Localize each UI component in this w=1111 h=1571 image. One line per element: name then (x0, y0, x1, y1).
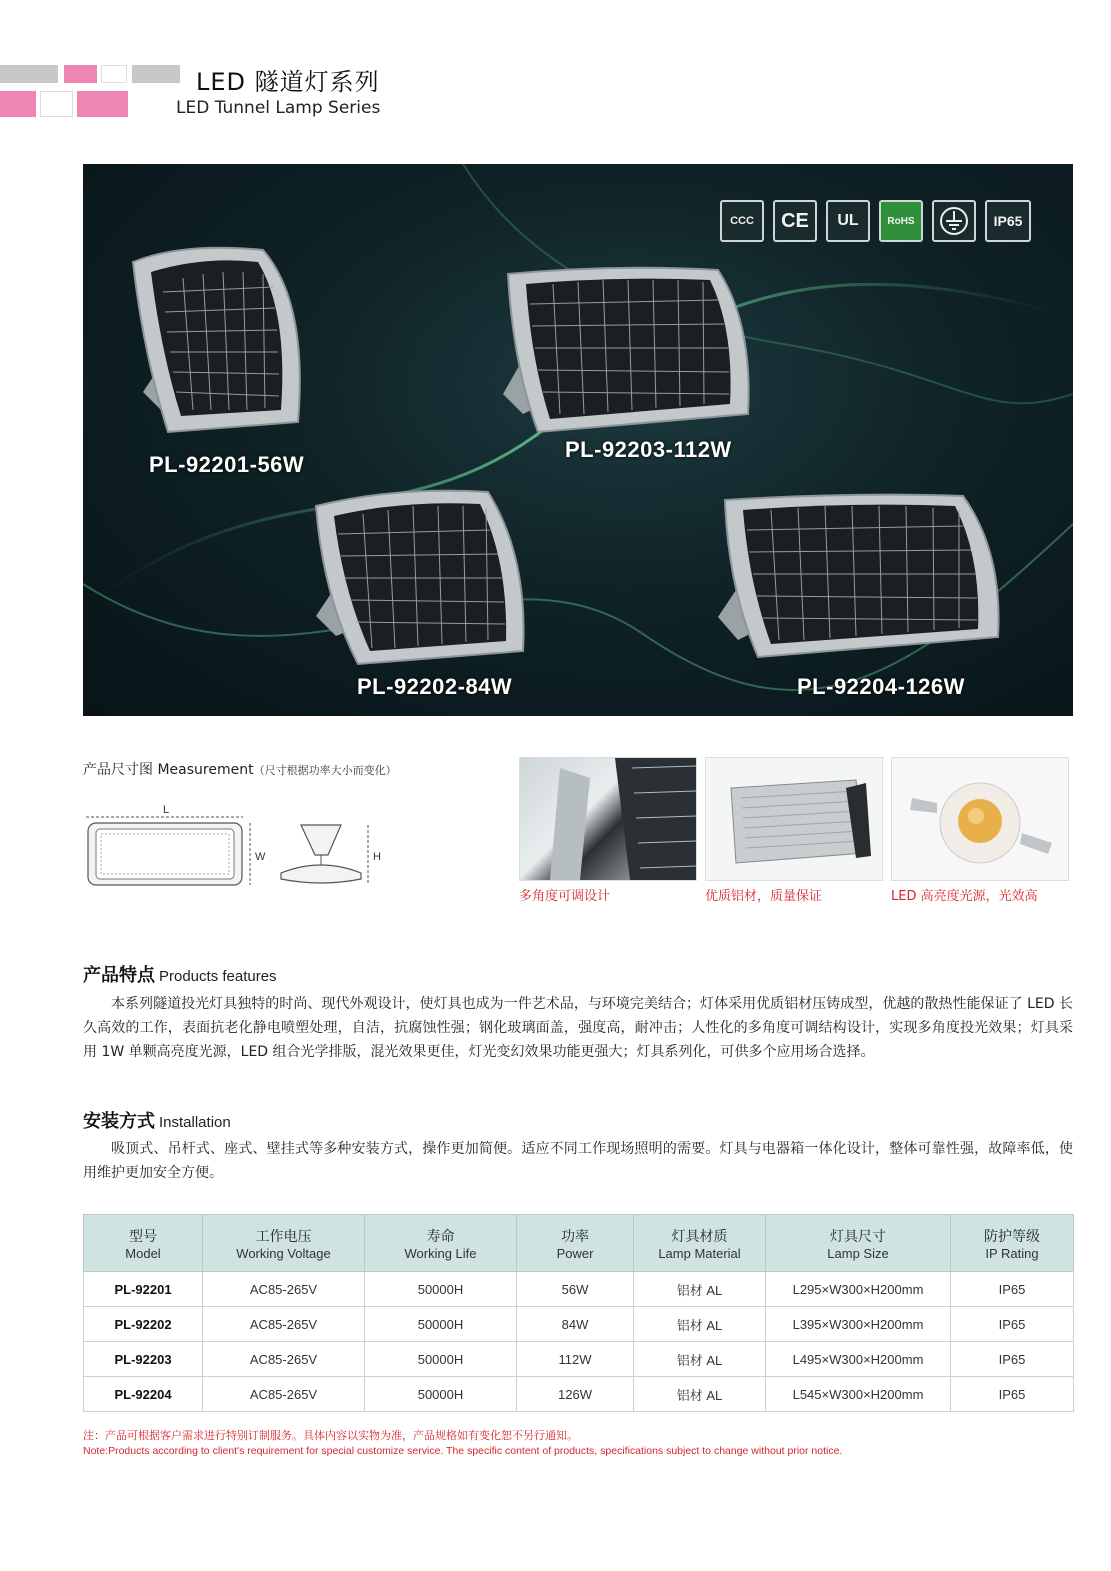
table-row (84, 1342, 1074, 1377)
cell-model: PL-92204 (84, 1377, 203, 1412)
cell-voltage: AC85-265V (203, 1377, 365, 1412)
model-label-92202: PL-92202-84W (357, 674, 513, 699)
table-row (84, 1307, 1074, 1342)
table-row (84, 1377, 1074, 1412)
dim-w-label: W (255, 851, 266, 863)
led-chip-photo (891, 757, 1069, 881)
model-label-92203: PL-92203-112W (565, 437, 732, 462)
cell-model: PL-92201 (84, 1272, 203, 1307)
features-heading: 产品特点 Products features (83, 965, 277, 986)
ccc-icon: CCC (720, 200, 764, 242)
spec-table (83, 1214, 1074, 1412)
dim-l-label: L (163, 804, 170, 816)
col-material: 灯具材质 Lamp Material (634, 1215, 766, 1272)
cell-ip: IP65 (951, 1342, 1074, 1377)
cell-power: 56W (517, 1272, 634, 1307)
ground-icon (932, 200, 976, 242)
rohs-icon: RoHS (879, 200, 923, 242)
measurement-title: 产品尺寸图 Measurement（尺寸根据功率大小而变化） (83, 762, 397, 778)
page-title: LED 隧道灯系列 (196, 68, 380, 96)
header-decoration (0, 65, 190, 120)
certification-row (720, 200, 1031, 244)
cell-size: L395×W300×H200mm (766, 1307, 951, 1342)
lamp-image-56w (123, 242, 313, 442)
lamp-image-126w (713, 492, 1003, 672)
detail-caption-led: LED 高亮度光源，光效高 (891, 889, 1038, 904)
cell-ip: IP65 (951, 1272, 1074, 1307)
cell-power: 126W (517, 1377, 634, 1412)
cell-life: 50000H (365, 1272, 517, 1307)
cell-model: PL-92203 (84, 1342, 203, 1377)
cell-material: 铝材 AL (634, 1307, 766, 1342)
table-header-row (84, 1215, 1074, 1272)
measurement-diagram (83, 795, 393, 890)
footnote-en: Note:Products according to client's requirement for special customize service. The specific content of products, specifications subject to change without prior notice. (83, 1445, 843, 1457)
lamp-image-112w (498, 264, 758, 444)
installation-heading: 安装方式 Installation (83, 1111, 231, 1132)
page-subtitle: LED Tunnel Lamp Series (176, 98, 381, 118)
cell-material: 铝材 AL (634, 1377, 766, 1412)
detail-caption-aluminum: 优质铝材，质量保证 (705, 889, 823, 904)
cell-voltage: AC85-265V (203, 1272, 365, 1307)
cell-life: 50000H (365, 1377, 517, 1412)
table-row (84, 1272, 1074, 1307)
measurement-note: （尺寸根据功率大小而变化） (253, 764, 397, 777)
col-model: 型号 Model (84, 1215, 203, 1272)
cell-ip: IP65 (951, 1377, 1074, 1412)
col-size: 灯具尺寸 Lamp Size (766, 1215, 951, 1272)
col-voltage: 工作电压 Working Voltage (203, 1215, 365, 1272)
hero-banner (83, 164, 1073, 716)
installation-body: 吸顶式、吊杆式、座式、壁挂式等多种安装方式，操作更加简便。适应不同工作现场照明的需要。灯具与电器箱一体化设计，整体可靠性强，故障率低，使用维护更加安全方便。 (83, 1141, 1073, 1181)
cell-life: 50000H (365, 1307, 517, 1342)
model-label-92204: PL-92204-126W (797, 674, 965, 699)
cell-size: L495×W300×H200mm (766, 1342, 951, 1377)
ce-icon: CE (773, 200, 817, 242)
cell-model: PL-92202 (84, 1307, 203, 1342)
cell-power: 84W (517, 1307, 634, 1342)
cell-voltage: AC85-265V (203, 1342, 365, 1377)
col-ip: 防护等级 IP Rating (951, 1215, 1074, 1272)
col-power: 功率 Power (517, 1215, 634, 1272)
cell-ip: IP65 (951, 1307, 1074, 1342)
features-body: 本系列隧道投光灯具独特的时尚、现代外观设计，使灯具也成为一件艺术品，与环境完美结合；灯体采用优质铝材压铸成型，优越的散热性能保证了 LED 长久高效的工作，表面抗老化静电喷塑处理，自洁，抗腐蚀性强；钢化玻璃面盖，强度高，耐冲击；人性化的多角度可调结构设计，实现多角度投光效果；灯具采用 1W 单颗高亮度光源，LED 组合光学排版，混光效果更佳，灯光变幻效果功能更强大；灯具系列化，可供多个应用场合选择。 (83, 996, 1073, 1060)
lamp-image-84w (308, 486, 533, 671)
cell-material: 铝材 AL (634, 1272, 766, 1307)
col-life: 寿命 Working Life (365, 1215, 517, 1272)
detail-caption-adjustable: 多角度可调设计 (519, 889, 611, 904)
dim-h-label: H (373, 851, 381, 863)
cell-size: L545×W300×H200mm (766, 1377, 951, 1412)
cell-life: 50000H (365, 1342, 517, 1377)
model-label-92201: PL-92201-56W (149, 452, 305, 477)
footnote-cn: 注：产品可根据客户需求进行特别订制服务。具体内容以实物为准，产品规格如有变化恕不另行通知。 (83, 1429, 578, 1442)
heatsink-photo (705, 757, 883, 881)
cell-voltage: AC85-265V (203, 1307, 365, 1342)
bracket-photo (519, 757, 697, 881)
cell-size: L295×W300×H200mm (766, 1272, 951, 1307)
cell-power: 112W (517, 1342, 634, 1377)
ip65-badge: IP65 (985, 200, 1031, 242)
cell-material: 铝材 AL (634, 1342, 766, 1377)
ul-icon: UL (826, 200, 870, 242)
